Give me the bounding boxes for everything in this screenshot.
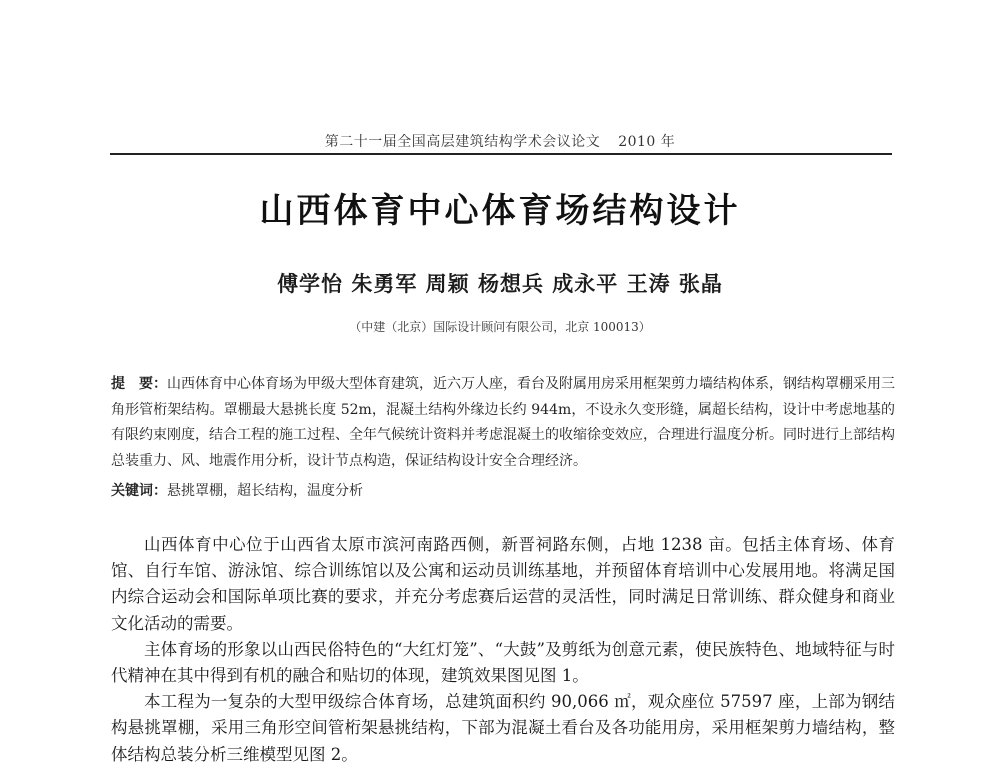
keywords bbox=[111, 480, 895, 502]
running-header bbox=[0, 131, 1000, 151]
paper-title: 山西体育中心体育场结构设计 bbox=[259, 191, 741, 231]
body-paragraph: 主体育场的形象以山西民俗特色的“大红灯笼”、“大鼓”及剪纸为创意元素，使民族特色、地域特征与时代精神在其中得到有机的融合和贴切的体现，建筑效果图见图 1。 bbox=[111, 639, 895, 686]
affiliation: （中建（北京）国际设计顾问有限公司，北京 100013） bbox=[349, 320, 651, 334]
body-paragraph: 山西体育中心位于山西省太原市滨河南路西侧，新晋祠路东侧，占地 1238 亩。包括主体育场、体育馆、自行车馆、游泳馆、综合训练馆以及公寓和运动员训练基地，并预留体育培训中心发展用地。将满足国内综合运动会和国际单项比赛的要求，并充分考虑赛后运营的灵活性，同时满足日常训练、群众健身和商业文化活动的需要。 bbox=[111, 535, 895, 633]
keywords-text: 悬挑罩棚，超长结构，温度分析 bbox=[167, 483, 363, 499]
running-year: 2010 年 bbox=[618, 134, 676, 150]
body-text bbox=[111, 532, 895, 768]
abstract-label: 提 要： bbox=[111, 376, 167, 392]
header-divider bbox=[110, 153, 892, 155]
abstract-text: 山西体育中心体育场为甲级大型体育建筑，近六万人座，看台及附属用房采用框架剪力墙结构体系，钢结构罩棚采用三角形管桁架结构。罩棚最大悬挑长度 52m，混凝土结构外缘边长约 944m，不设永久变形缝，属超长结构，设计中考虑地基的有限约束刚度，结合工程的施工过程、全年气候统计资料并考虑混凝土的收缩徐变效应，合理进行温度分析。同时进行上部结构总装重力、风、地震作用分析，设计节点构造，保证结构设计安全合理经济。 bbox=[111, 376, 895, 469]
author-list: 傅学怡 朱勇军 周颖 杨想兵 成永平 王涛 张晶 bbox=[277, 271, 723, 296]
abstract bbox=[111, 372, 895, 474]
running-title: 第二十一届全国高层建筑结构学术会议论文 bbox=[324, 134, 601, 150]
body-paragraph: 本工程为一复杂的大型甲级综合体育场，总建筑面积约 90,066 ㎡，观众座位 57597 座，上部为钢结构悬挑罩棚，采用三角形空间管桁架悬挑结构，下部为混凝土看台及各功能用房，采用框架剪力墙结构，整体结构总装分析三维模型见图 2。 bbox=[111, 692, 895, 764]
keywords-label: 关键词： bbox=[111, 483, 167, 499]
